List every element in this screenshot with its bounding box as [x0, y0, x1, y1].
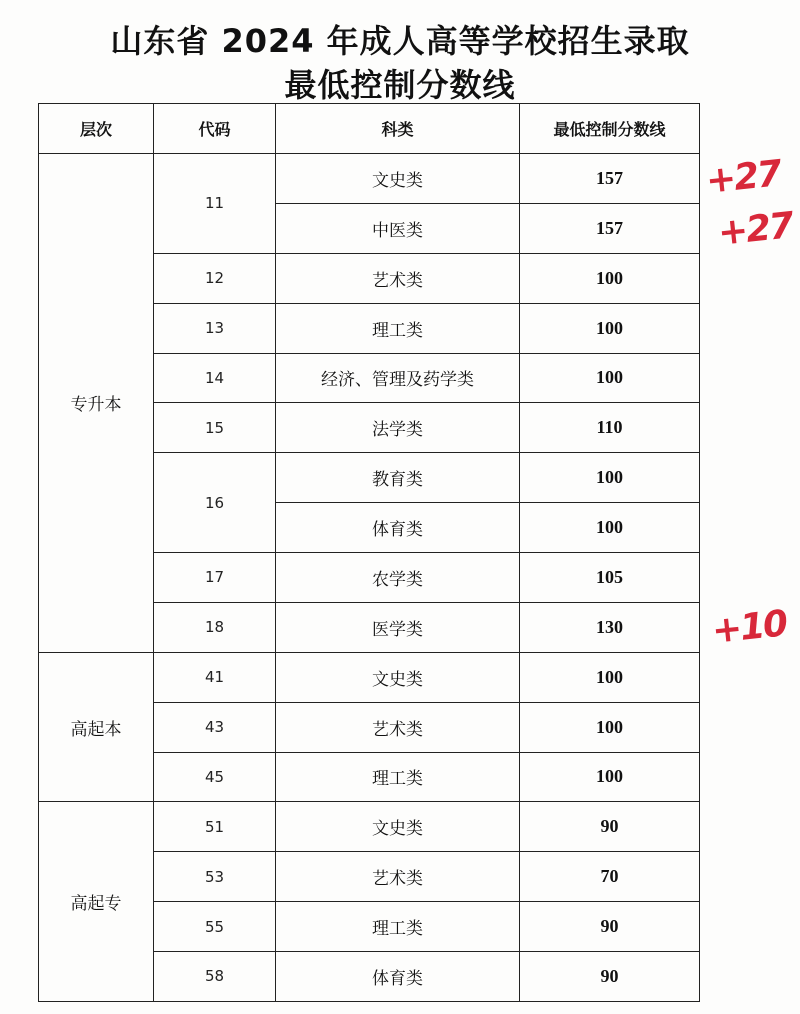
score-cell: 100 [520, 503, 700, 553]
table-row [39, 802, 700, 852]
handwritten-annotation: +27 [704, 153, 783, 202]
code-cell: 14 [154, 353, 276, 403]
code-cell: 55 [154, 902, 276, 952]
document-title-line-2: 最低控制分数线 [284, 66, 516, 104]
category-cell: 体育类 [276, 503, 520, 553]
header-level: 层次 [39, 104, 154, 154]
category-cell: 农学类 [276, 553, 520, 603]
score-cell: 105 [520, 553, 700, 603]
code-cell: 11 [154, 154, 276, 254]
table-header-row [39, 104, 700, 154]
document-title-line-1: 山东省 2024 年成人高等学校招生录取 [110, 22, 690, 60]
category-cell: 理工类 [276, 752, 520, 802]
table-row [39, 154, 700, 204]
code-cell: 13 [154, 303, 276, 353]
category-cell: 艺术类 [276, 702, 520, 752]
code-cell: 16 [154, 453, 276, 553]
category-cell: 文史类 [276, 802, 520, 852]
code-cell: 51 [154, 802, 276, 852]
code-cell: 45 [154, 752, 276, 802]
score-cell: 157 [520, 203, 700, 253]
category-cell: 中医类 [276, 203, 520, 253]
score-cell: 100 [520, 702, 700, 752]
score-cell: 100 [520, 253, 700, 303]
score-cell: 70 [520, 852, 700, 902]
category-cell: 理工类 [276, 902, 520, 952]
score-cell: 157 [520, 154, 700, 204]
category-cell: 经济、管理及药学类 [276, 353, 520, 403]
score-cell: 130 [520, 602, 700, 652]
category-cell: 教育类 [276, 453, 520, 503]
category-cell: 体育类 [276, 952, 520, 1002]
code-cell: 53 [154, 852, 276, 902]
code-cell: 15 [154, 403, 276, 453]
score-cell: 90 [520, 802, 700, 852]
category-cell: 艺术类 [276, 253, 520, 303]
handwritten-annotation: +10 [710, 603, 789, 652]
category-cell: 艺术类 [276, 852, 520, 902]
score-cell: 100 [520, 453, 700, 503]
category-cell: 法学类 [276, 403, 520, 453]
score-cell: 110 [520, 403, 700, 453]
header-score: 最低控制分数线 [520, 104, 700, 154]
score-cell: 90 [520, 952, 700, 1002]
level-cell: 高起本 [39, 652, 154, 802]
header-code: 代码 [154, 104, 276, 154]
score-cell: 100 [520, 752, 700, 802]
category-cell: 医学类 [276, 602, 520, 652]
code-cell: 43 [154, 702, 276, 752]
score-cell: 100 [520, 353, 700, 403]
score-cell: 100 [520, 652, 700, 702]
header-category: 科类 [276, 104, 520, 154]
category-cell: 理工类 [276, 303, 520, 353]
score-cell: 90 [520, 902, 700, 952]
handwritten-annotation: +27 [716, 205, 795, 254]
code-cell: 58 [154, 952, 276, 1002]
code-cell: 41 [154, 652, 276, 702]
level-cell: 专升本 [39, 154, 154, 653]
score-table [38, 103, 700, 1002]
level-cell: 高起专 [39, 802, 154, 1002]
code-cell: 17 [154, 553, 276, 603]
code-cell: 18 [154, 602, 276, 652]
code-cell: 12 [154, 253, 276, 303]
category-cell: 文史类 [276, 154, 520, 204]
category-cell: 文史类 [276, 652, 520, 702]
table-row [39, 652, 700, 702]
score-cell: 100 [520, 303, 700, 353]
